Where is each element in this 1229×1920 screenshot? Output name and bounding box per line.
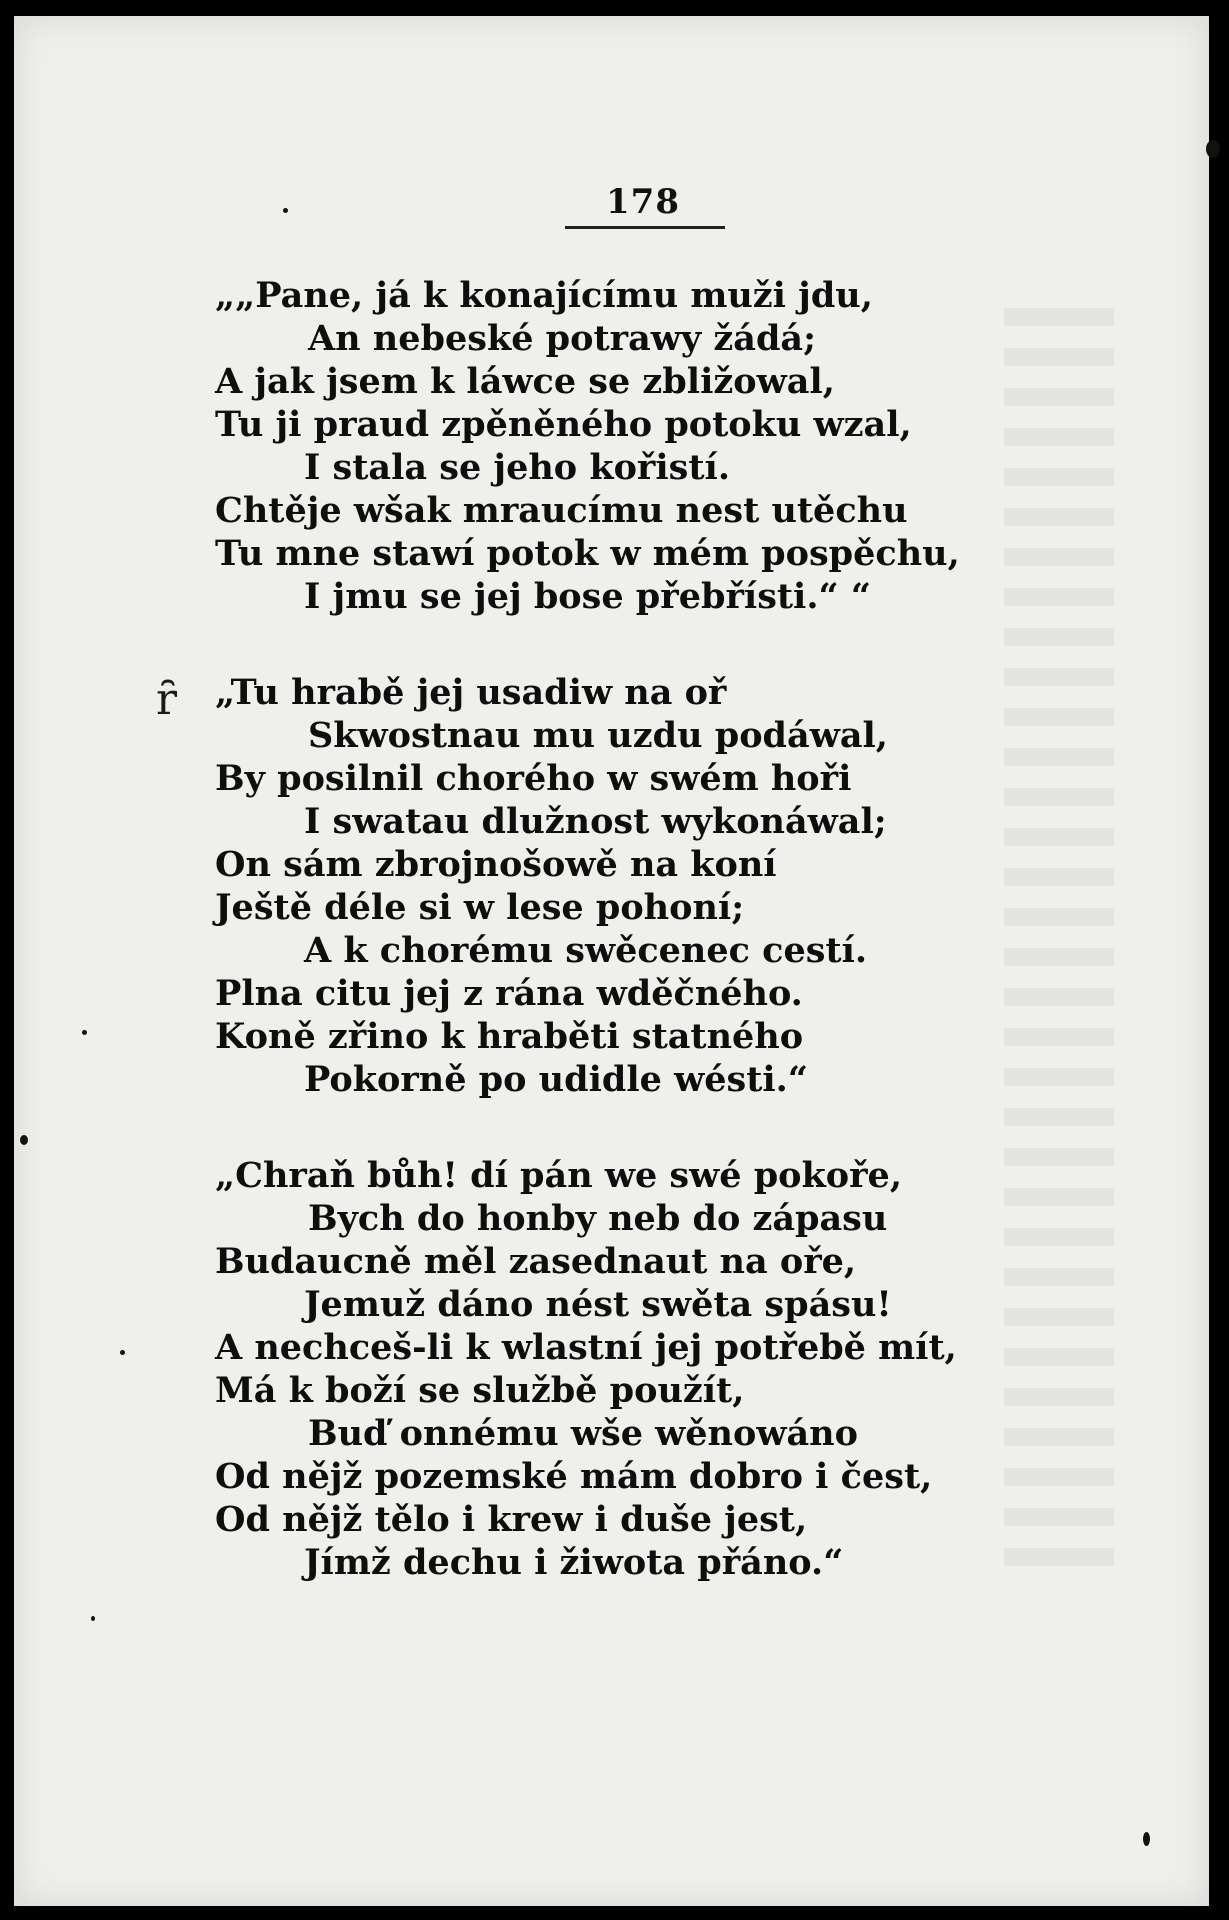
verse-line: I swatau dlužnost wykonáwal; (304, 801, 887, 842)
margin-mark: ȓ (156, 674, 178, 725)
verse-line: I jmu se jej bose přebřísti.“ “ (304, 576, 871, 617)
verse-line: „„Pane, já k konajícímu muži jdu, (215, 275, 873, 316)
verse-line: Skwostnau mu uzdu podáwal, (308, 715, 888, 756)
verse-line: A jak jsem k láwce se zbližowal, (215, 361, 835, 402)
verse-line: Má k boží se službě použít, (215, 1370, 745, 1411)
verse-line: Bych do honby neb do zápasu (308, 1198, 888, 1239)
verse-line: Chtěje wšak mraucímu nest utěchu (215, 490, 908, 531)
verse-line: Koně zřino k hraběti statného (215, 1016, 804, 1057)
verse-line: Tu ji praud zpěněného potoku wzal, (215, 404, 912, 445)
ink-speck (1206, 140, 1220, 158)
verse-line: I stala se jeho kořistí. (304, 447, 731, 488)
verse-line: On sám zbrojnošowě na koní (215, 844, 777, 885)
ink-speck (120, 1350, 125, 1355)
verse-line: By posilnil chorého w swém hoři (215, 758, 852, 799)
ink-speck (20, 1135, 28, 1145)
verse-line: „Chraň bůh! dí pán we swé pokoře, (215, 1155, 903, 1196)
verse-line: Budaucně měl zasednaut na oře, (215, 1241, 857, 1282)
verse-line: Jímž dechu i žiwota přáno.“ (304, 1542, 844, 1583)
bleed-through-text (1004, 286, 1114, 1586)
header-rule (565, 226, 725, 229)
verse-line: Od nějž tělo i krew i duše jest, (215, 1499, 808, 1540)
verse-line: Plna citu jej z rána wděčného. (215, 973, 803, 1014)
verse-line: A k chorému swěcenec cestí. (304, 930, 868, 971)
verse-line: „Tu hrabě jej usadiw na oř (215, 672, 727, 713)
verse-line: A nechceš-li k wlastní jej potřebě mít, (215, 1327, 957, 1368)
page-number: 178 (606, 182, 680, 222)
verse-line: Ještě déle si w lese pohoní; (215, 887, 745, 928)
verse-line: Jemuž dáno nést swěta spásu! (304, 1284, 892, 1325)
ink-speck (283, 208, 288, 213)
ink-speck (91, 1616, 95, 1621)
verse-line: Pokorně po udidle wésti.“ (304, 1059, 808, 1100)
verse-line: Buď onnému wše wěnowáno (308, 1413, 858, 1454)
ink-speck (82, 1030, 87, 1035)
verse-line: An nebeské potrawy žádá; (308, 318, 817, 359)
verse-line: Tu mne stawí potok w mém pospěchu, (215, 533, 960, 574)
verse-line: Od nějž pozemské mám dobro i čest, (215, 1456, 933, 1497)
ink-speck (1143, 1832, 1150, 1846)
